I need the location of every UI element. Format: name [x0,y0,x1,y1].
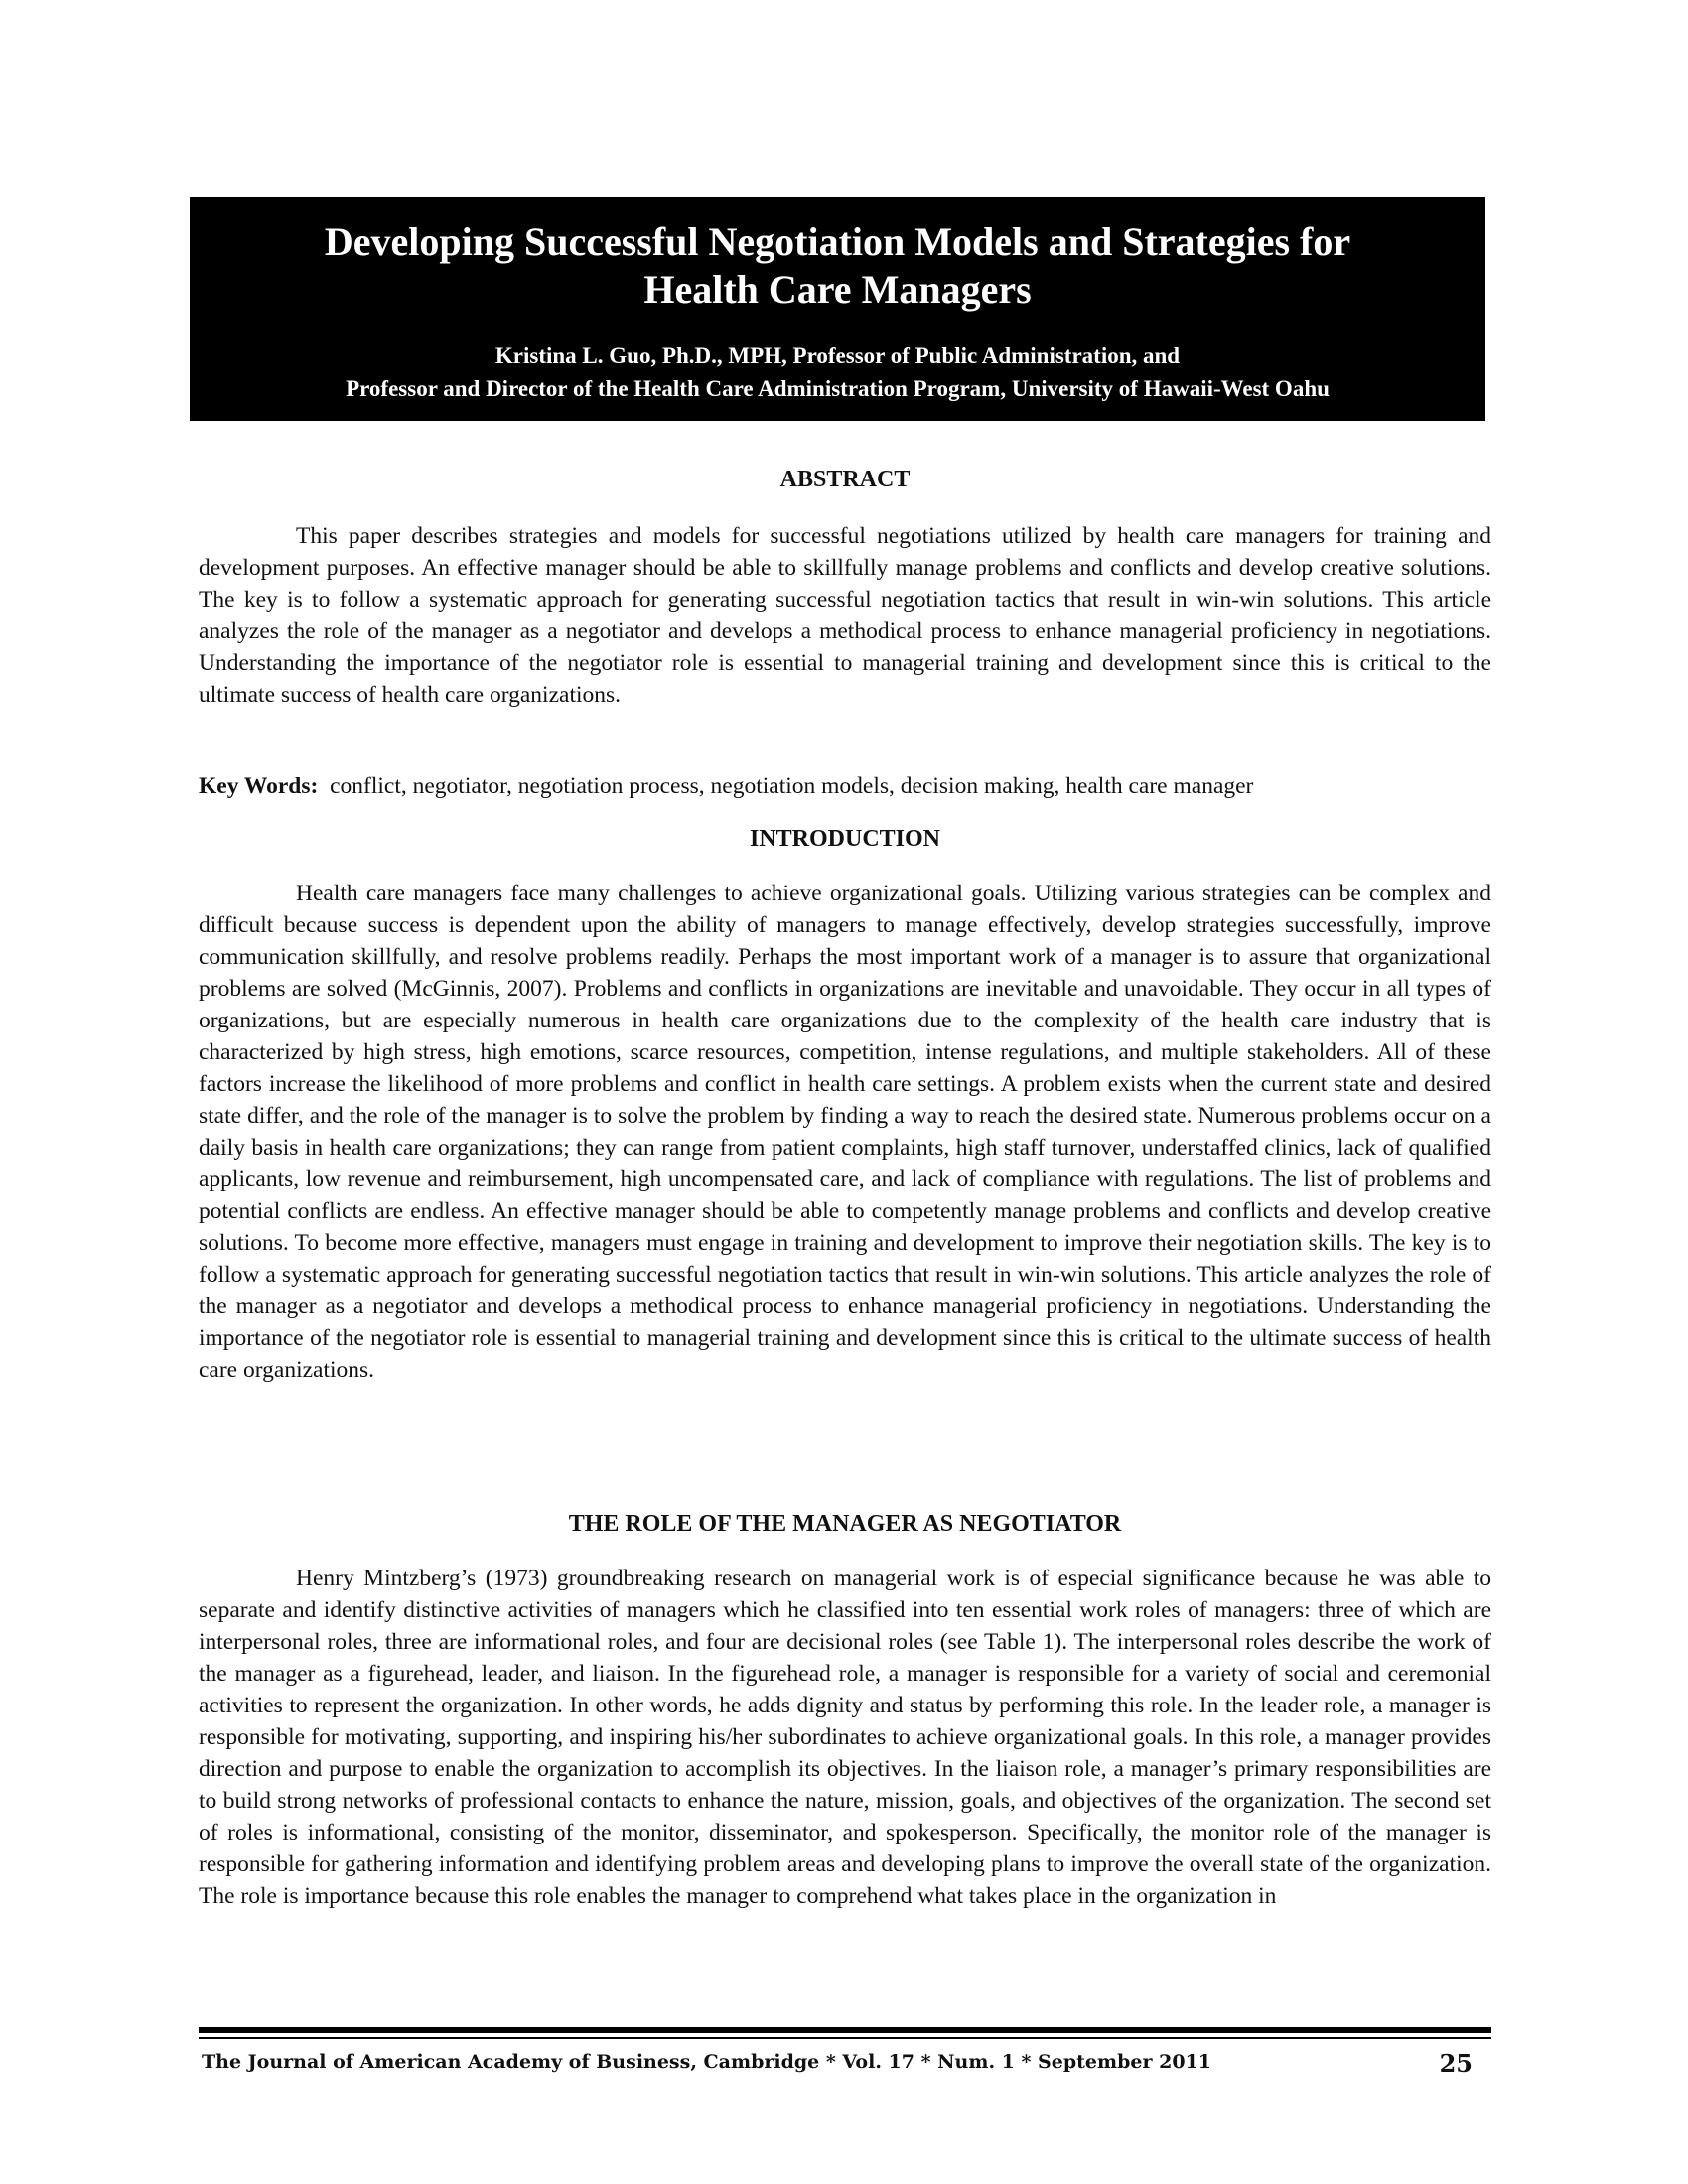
introduction-heading: INTRODUCTION [749,826,941,852]
abstract-heading: ABSTRACT [779,467,911,492]
abstract-body [199,520,1491,711]
role-section-body [199,1563,1491,1912]
author-line-2: Professor and Director of the Health Care Administration Program, University of Hawaii-West Oahu [346,376,1330,401]
keywords-text: conflict, negotiator, negotiation process, negotiation models, decision making, health care manager [330,773,1254,799]
footer-rule-thick [199,2027,1491,2033]
abstract-paragraph: This paper describes strategies and models for successful negotiations utilized by health care managers for training and development purposes. An effective manager should be able to skillfully manage problems and conflicts and develop creative solutions. The key is to follow a systematic approach for generating successful negotiation tactics that result in win-win solutions. This article analyzes the role of the manager as a negotiator and develops a methodical process to enhance managerial proficiency in negotiations. Understanding the importance of the negotiator role is essential to managerial training and development since this is critical to the ultimate success of health care organizations. [199,523,1491,708]
role-section-paragraph: Henry Mintzberg’s (1973) groundbreaking research on managerial work is of especial significance because he was able to separate and identify distinctive activities of managers which he classified into ten essential work roles of managers: three of which are interpersonal roles, three are informational roles, and four are decisional roles (see Table 1). The interpersonal roles describe the work of the manager as a figurehead, leader, and liaison. In the figurehead role, a manager is responsible for a variety of social and ceremonial activities to represent the organization. In other words, he adds dignity and status by performing this role. In the leader role, a manager is responsible for motivating, supporting, and inspiring his/her subordinates to achieve organizational goals. In this role, a manager provides direction and purpose to enable the organization to accomplish its objectives. In the liaison role, a manager’s primary responsibilities are to build strong networks of professional contacts to enhance the nature, mission, goals, and objectives of the organization. The second set of roles is informational, consisting of the monitor, disseminator, and spokesperson. Specifically, the monitor role of the manager is responsible for gathering information and identifying problem areas and developing plans to improve the overall state of the organization. The role is importance because this role enables the manager to comprehend what takes place in the organization in [199,1566,1491,1909]
title-line-2: Health Care Managers [643,267,1032,312]
page-number: 25 [1439,2049,1473,2078]
journal-citation: The Journal of American Academy of Business, Cambridge * Vol. 17 * Num. 1 * September 2011 [202,2051,1212,2073]
author-line-1: Kristina L. Guo, Ph.D., MPH, Professor of Public Administration, and [494,343,1181,368]
paper-title [190,218,1485,314]
introduction-body [199,878,1491,1386]
footer-rule-thin [199,2037,1491,2039]
keywords-line [199,770,1491,802]
role-section-heading: THE ROLE OF THE MANAGER AS NEGOTIATOR [568,1511,1122,1537]
title-banner [190,197,1485,421]
page-footer [202,2049,1473,2078]
keywords-label: Key Words: [199,773,319,799]
introduction-paragraph: Health care managers face many challenges to achieve organizational goals. Utilizing various strategies can be complex and difficult because success is dependent upon the ability of managers to manage effectively, develop strategies successfully, improve communication skillfully, and resolve problems readily. Perhaps the most important work of a manager is to assure that organizational problems are solved (McGinnis, 2007). Problems and conflicts in organizations are inevitable and unavoidable. They occur in all types of organizations, but are especially numerous in health care organizations due to the complexity of the health care industry that is characterized by high stress, high emotions, scarce resources, competition, intense regulations, and multiple stakeholders. All of these factors increase the likelihood of more problems and conflict in health care settings. A problem exists when the current state and desired state differ, and the role of the manager is to solve the problem by finding a way to reach the desired state. Numerous problems occur on a daily basis in health care organizations; they can range from patient complaints, high staff turnover, understaffed clinics, lack of qualified applicants, low revenue and reimbursement, high uncompensated care, and lack of compliance with regulations. The list of problems and potential conflicts are endless. An effective manager should be able to competently manage problems and conflicts and develop creative solutions. To become more effective, managers must engage in training and development to improve their negotiation skills. The key is to follow a systematic approach for generating successful negotiation tactics that result in win-win solutions. This article analyzes the role of the manager as a negotiator and develops a methodical process to enhance managerial proficiency in negotiations. Understanding the importance of the negotiator role is essential to managerial training and development since this is critical to the ultimate success of health care organizations. [199,881,1491,1383]
title-line-1: Developing Successful Negotiation Models and Strategies for [324,219,1351,264]
author-affiliation [190,340,1485,405]
